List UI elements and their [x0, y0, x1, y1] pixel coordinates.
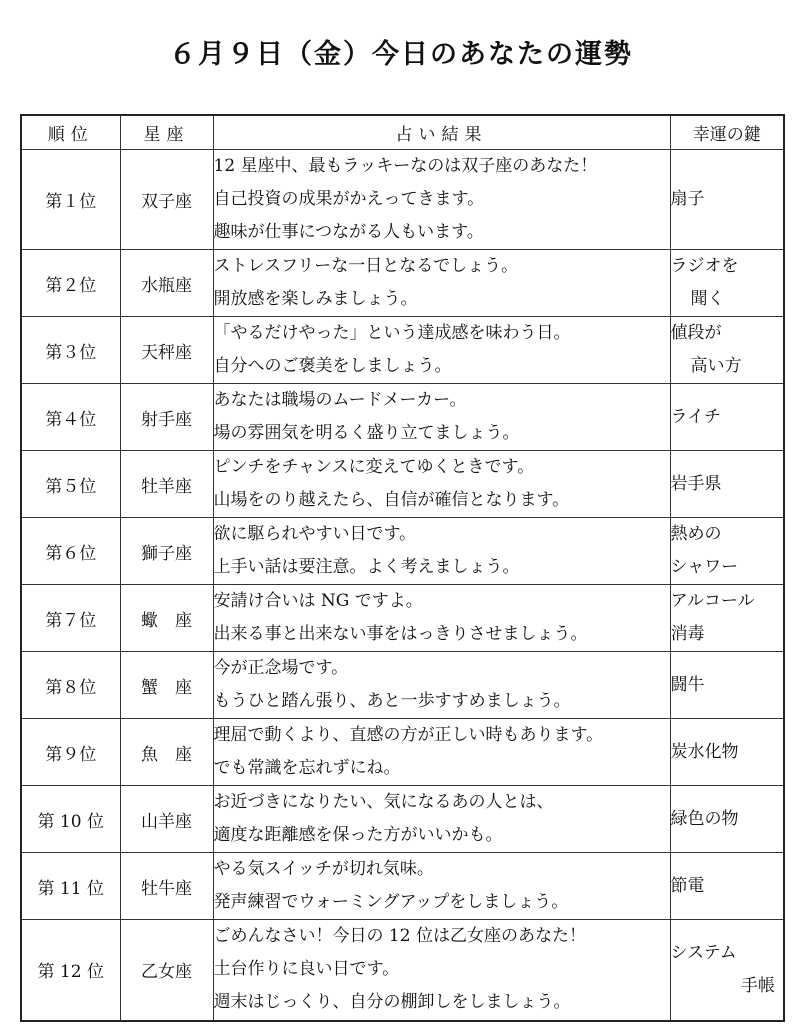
table-row	[21, 652, 784, 719]
result-line: 今が正念場です。	[213, 658, 349, 678]
result-line: ストレスフリーな一日となるでしょう。	[213, 256, 519, 276]
result-cell	[213, 719, 670, 786]
rank-cell: 第 10 位	[21, 786, 120, 853]
result-line: 自己投資の成果がかえってきます。	[213, 189, 485, 209]
header-sign: 星座	[120, 115, 213, 150]
result-line: やる気スイッチが切れ気味。	[213, 859, 434, 879]
lucky-key-cell	[670, 585, 784, 652]
lucky-key-line: ラジオを	[670, 256, 739, 276]
table-row	[21, 920, 784, 1021]
result-line: 理屈で動くより、直感の方が正しい時もあります。	[213, 725, 604, 745]
rank-cell: 第６位	[21, 518, 120, 585]
rank-cell: 第４位	[21, 384, 120, 451]
lucky-key-line: ライチ	[670, 406, 721, 427]
result-cell	[213, 652, 670, 719]
rank-cell: 第７位	[21, 585, 120, 652]
result-cell	[213, 853, 670, 920]
result-line: 欲に駆られやすい日です。	[213, 524, 417, 544]
table-row	[21, 853, 784, 920]
rank-cell: 第３位	[21, 317, 120, 384]
lucky-key-line: 炭水化物	[670, 741, 739, 762]
result-line: 場の雰囲気を明るく盛り立てましょう。	[213, 423, 520, 443]
fortune-table	[20, 114, 785, 1022]
sign-cell: 水瓶座	[120, 250, 213, 317]
lucky-key-cell	[670, 920, 784, 1021]
result-line: 出来る事と出来ない事をはっきりさせましょう。	[213, 624, 588, 644]
rank-cell: 第１位	[21, 150, 120, 250]
lucky-key-line: 値段が	[670, 323, 722, 343]
header-rank: 順位	[21, 115, 120, 150]
lucky-key-cell	[670, 853, 784, 920]
table-row	[21, 384, 784, 451]
result-line: 週末はじっくり、自分の棚卸しをしましょう。	[213, 992, 571, 1013]
sign-cell: 乙女座	[120, 920, 213, 1021]
table-row	[21, 786, 784, 853]
rank-cell: 第８位	[21, 652, 120, 719]
result-line: 開放感を楽しみましょう。	[213, 289, 418, 309]
result-line: 上手い話は要注意。よく考えましょう。	[213, 557, 520, 577]
lucky-key-line: 聞く	[690, 289, 725, 309]
sign-cell: 山羊座	[120, 786, 213, 853]
result-cell	[213, 150, 670, 250]
lucky-key-line: 扇子	[670, 189, 705, 209]
result-line: あなたは職場のムードメーカー。	[213, 390, 467, 410]
lucky-key-line: 高い方	[690, 356, 742, 376]
result-line: 山場をのり越えたら、自信が確信となります。	[213, 490, 570, 510]
table-header-row	[21, 115, 784, 150]
table-row	[21, 250, 784, 317]
result-cell	[213, 317, 670, 384]
result-line: 発声練習でウォーミングアップをしましょう。	[213, 892, 569, 912]
lucky-key-line: 熱めの	[670, 524, 722, 544]
header-lucky-key: 幸運の鍵	[670, 115, 784, 150]
sign-cell: 射手座	[120, 384, 213, 451]
sign-cell: 蠍 座	[120, 585, 213, 652]
table-row	[21, 451, 784, 518]
rank-cell: 第９位	[21, 719, 120, 786]
result-cell	[213, 920, 670, 1021]
result-line: もうひと踏ん張り、あと一歩すすめましょう。	[213, 691, 571, 711]
lucky-key-line: シャワー	[670, 557, 739, 577]
result-line: 「やるだけやった」という達成感を味わう日。	[213, 323, 571, 343]
rank-cell: 第 11 位	[21, 853, 120, 920]
result-line: 適度な距離感を保った方がいいかも。	[213, 825, 503, 845]
lucky-key-cell	[670, 652, 784, 719]
lucky-key-line: アルコール	[670, 591, 755, 611]
lucky-key-cell	[670, 150, 784, 250]
rank-cell: 第５位	[21, 451, 120, 518]
rank-cell: 第 12 位	[21, 920, 120, 1021]
lucky-key-line: 闘牛	[670, 674, 705, 695]
lucky-key-line: 緑色の物	[670, 808, 739, 829]
sign-cell: 双子座	[120, 150, 213, 250]
sign-cell: 牡牛座	[120, 853, 213, 920]
sign-cell: 牡羊座	[120, 451, 213, 518]
result-line: お近づきになりたい、気になるあの人とは、	[213, 792, 554, 812]
table-row	[21, 719, 784, 786]
lucky-key-line: システム	[670, 942, 737, 963]
table-row	[21, 585, 784, 652]
sign-cell: 魚 座	[120, 719, 213, 786]
lucky-key-cell	[670, 384, 784, 451]
lucky-key-cell	[670, 250, 784, 317]
fortune-rows	[21, 150, 784, 1021]
lucky-key-line: 節電	[670, 875, 705, 896]
sign-cell: 蟹 座	[120, 652, 213, 719]
header-result: 占い結果	[213, 115, 670, 150]
page-title: ６月９日（金）今日のあなたの運勢	[169, 39, 633, 70]
result-cell	[213, 585, 670, 652]
lucky-key-cell	[670, 317, 784, 384]
table-row	[21, 150, 784, 250]
result-cell	[213, 518, 670, 585]
result-line: ごめんなさい！今日の 12 位は乙女座のあなた！	[213, 926, 586, 947]
lucky-key-line: 手帳	[741, 975, 775, 996]
lucky-key-line: 岩手県	[670, 473, 722, 494]
lucky-key-line: 消毒	[670, 624, 705, 644]
result-line: ピンチをチャンスに変えてゆくときです。	[213, 457, 535, 477]
lucky-key-cell	[670, 786, 784, 853]
table-row	[21, 317, 784, 384]
lucky-key-cell	[670, 719, 784, 786]
result-line: 趣味が仕事につながる人もいます。	[213, 222, 484, 242]
rank-cell: 第２位	[21, 250, 120, 317]
result-line: 安請け合いは NG ですよ。	[213, 591, 423, 611]
sign-cell: 天秤座	[120, 317, 213, 384]
sign-cell: 獅子座	[120, 518, 213, 585]
result-line: 土台作りに良い日です。	[213, 959, 400, 980]
result-cell	[213, 384, 670, 451]
result-cell	[213, 250, 670, 317]
result-line: でも常識を忘れずにね。	[213, 758, 401, 778]
result-cell	[213, 786, 670, 853]
result-line: 自分へのご褒美をしましょう。	[213, 356, 452, 376]
lucky-key-cell	[670, 518, 784, 585]
table-row	[21, 518, 784, 585]
result-cell	[213, 451, 670, 518]
result-line: 12 星座中、最もラッキーなのは双子座のあなた！	[213, 156, 598, 176]
lucky-key-cell	[670, 451, 784, 518]
